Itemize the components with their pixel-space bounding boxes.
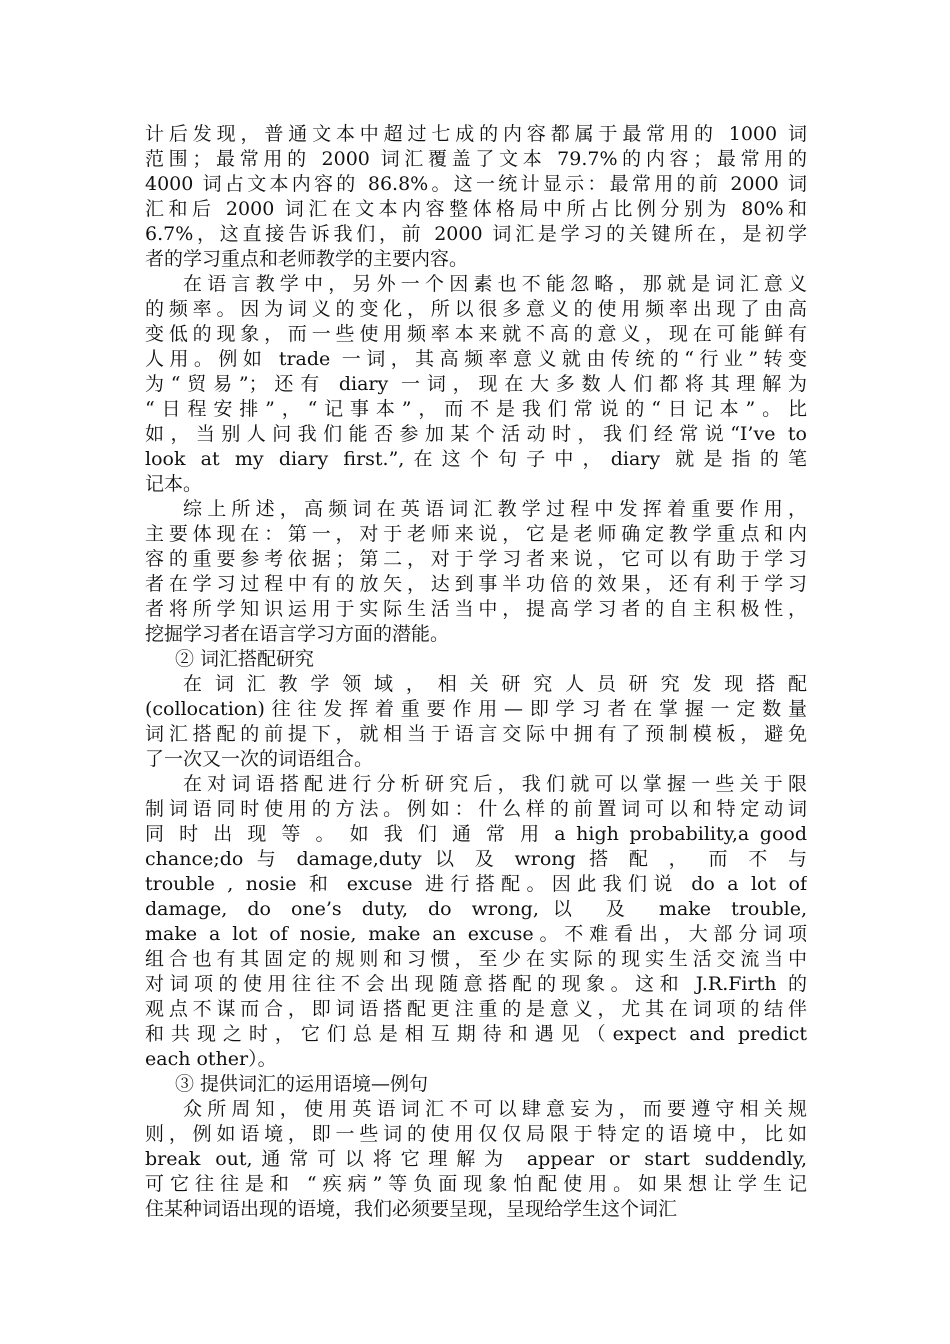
text-line: 如，当别人问我们能否参加某个活动时，我们经常说“I’ve to bbox=[145, 423, 807, 445]
text-line: 住某种词语出现的语境，我们必须要呈现，呈现给学生这个词汇 bbox=[145, 1198, 678, 1220]
text-line: make a lot of nosie, make an excuse。不难看出，大部分词项 bbox=[145, 923, 807, 945]
body-paragraph bbox=[145, 497, 807, 647]
text-line: 人用。例如 trade 一词，其高频率意义就由传统的“行业”转变 bbox=[145, 348, 807, 370]
section-heading: ③ 提供词汇的运用语境—例句 bbox=[175, 1073, 429, 1095]
text-line: 和共现之时，它们总是相互期待和遇见（expect and predict bbox=[145, 1023, 807, 1045]
text-line: 范围；最常用的 2000 词汇覆盖了文本 79.7%的内容；最常用的 bbox=[145, 148, 807, 170]
text-line: 可它往往是和 “疾病”等负面现象怕配使用。如果想让学生记 bbox=[145, 1173, 807, 1195]
text-line: 在语言教学中，另外一个因素也不能忽略，那就是词汇意义 bbox=[183, 273, 807, 295]
text-line: 则，例如语境，即一些词的使用仅仅局限于特定的语境中，比如 bbox=[145, 1123, 807, 1145]
document-page bbox=[145, 122, 807, 1222]
text-line: 众所周知，使用英语词汇不可以肆意妄为，而要遵守相关规 bbox=[183, 1098, 807, 1120]
text-line: 组合也有其固定的规则和习惯，至少在实际的现实生活交流当中 bbox=[145, 948, 807, 970]
body-paragraph bbox=[145, 1097, 807, 1222]
text-line: 6.7%，这直接告诉我们，前 2000 词汇是学习的关键所在，是初学 bbox=[145, 223, 807, 245]
text-line: 制词语同时使用的方法。例如：什么样的前置词可以和特定动词 bbox=[145, 798, 807, 820]
text-line: 主要体现在：第一，对于老师来说，它是老师确定教学重点和内 bbox=[145, 523, 807, 545]
text-line: 同 时 出 现 等 。 如 我 们 通 常 用 a high probability,a good bbox=[145, 823, 807, 845]
body-paragraph bbox=[145, 272, 807, 497]
section-heading: ② 词汇搭配研究 bbox=[175, 648, 315, 670]
text-line: 记本。 bbox=[145, 473, 203, 495]
text-line: 在对词语搭配进行分析研究后，我们就可以掌握一些关于限 bbox=[183, 773, 807, 795]
text-line: 对词项的使用往往不会出现随意搭配的现象。这和 J.R.Firth 的 bbox=[145, 973, 807, 995]
text-line: 了一次又一次的词语组合。 bbox=[145, 748, 374, 770]
text-line: break out,通常可以将它理解为 appear or start suddendly, bbox=[145, 1148, 807, 1170]
text-line: trouble , nosie 和 excuse 进行搭配。因此我们说 do a lot of bbox=[145, 873, 807, 895]
text-line: look at my diary first.”,在这个句子中，diary 就是指的笔 bbox=[145, 448, 807, 470]
text-line: each other）。 bbox=[145, 1048, 277, 1070]
text-line: 计后发现，普通文本中超过七成的内容都属于最常用的 1000 词 bbox=[145, 123, 807, 145]
text-line: 综上所述，高频词在英语词汇教学过程中发挥着重要作用， bbox=[183, 498, 807, 520]
text-line: 汇和后 2000 词汇在文本内容整体格局中所占比例分别为 80%和 bbox=[145, 198, 807, 220]
text-line: 在 词 汇 教 学 领 域 ， 相 关 研 究 人 员 研 究 发 现 搭 配 bbox=[183, 673, 807, 695]
body-paragraph bbox=[145, 672, 807, 772]
text-line: 的频率。因为词义的变化，所以很多意义的使用频率出现了由高 bbox=[145, 298, 807, 320]
text-line: damage, do one’s duty, do wrong,以 及 make trouble, bbox=[145, 898, 807, 920]
text-line: 4000 词占文本内容的 86.8%。这一统计显示：最常用的前 2000 词 bbox=[145, 173, 807, 195]
text-line: (collocation)往往发挥着重要作用—即学习者在掌握一定数量 bbox=[145, 698, 807, 720]
text-line: 变低的现象，而一些使用频率本来就不高的意义，现在可能鲜有 bbox=[145, 323, 807, 345]
text-line: 者将所学知识运用于实际生活当中，提高学习者的自主积极性， bbox=[145, 598, 807, 620]
text-line: 者的学习重点和老师教学的主要内容。 bbox=[145, 248, 469, 270]
text-line: 者在学习过程中有的放矢，达到事半功倍的效果，还有利于学习 bbox=[145, 573, 807, 595]
text-line: chance;do 与 damage,duty 以 及 wrong 搭 配 ， 而 不 与 bbox=[145, 848, 807, 870]
text-line: 为“贸易”；还有 diary 一词，现在大多数人们都将其理解为 bbox=[145, 373, 807, 395]
text-line: 词汇搭配的前提下，就相当于语言交际中拥有了预制模板，避免 bbox=[145, 723, 807, 745]
text-line: 挖掘学习者在语言学习方面的潜能。 bbox=[145, 623, 450, 645]
body-paragraph bbox=[145, 772, 807, 1072]
text-line: 观点不谋而合，即词语搭配更注重的是意义，尤其在词项的结伴 bbox=[145, 998, 807, 1020]
text-line: 容的重要参考依据；第二，对于学习者来说，它可以有助于学习 bbox=[145, 548, 807, 570]
body-paragraph bbox=[145, 122, 807, 272]
text-line: “日程安排”，“记事本”，而不是我们常说的“日记本”。比 bbox=[145, 398, 807, 420]
